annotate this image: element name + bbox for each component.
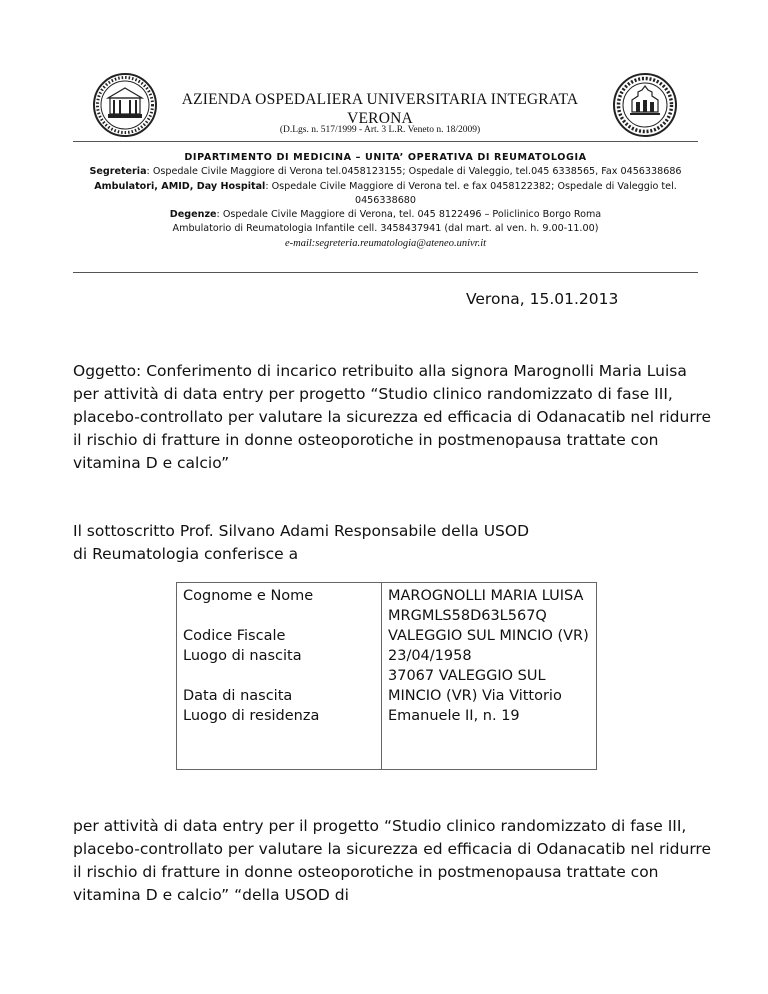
person-info-table bbox=[176, 582, 597, 770]
header-divider-bottom bbox=[73, 272, 698, 273]
segreteria-line bbox=[73, 165, 698, 179]
infantile-line: Ambulatorio di Reumatologia Infantile cell. 3458437941 (dal mart. al ven. h. 9.00-11.00) bbox=[172, 223, 599, 235]
undersigned-paragraph: Il sottoscritto Prof. Silvano Adami Responsabile della USOD di Reumatologia conferisce a bbox=[73, 522, 530, 563]
hospital-title bbox=[160, 90, 600, 128]
label-luogo-nascita: Luogo di nascita bbox=[183, 648, 302, 664]
activity-paragraph: per attività di data entry per il progetto “Studio clinico randomizzato di fase III, placebo-controllato per valutare la sicurezza ed efficacia di Odanacatib nel ridurre il rischio di fratture in donne osteoporotiche in postmenopausa trattate con vitamina D e calcio” “della USOD di bbox=[73, 817, 711, 904]
label-luogo-residenza: Luogo di residenza bbox=[183, 708, 320, 724]
degenze-text: : Ospedale Civile Maggiore di Verona, tel. 045 8122496 – Policlinico Borgo Roma bbox=[216, 209, 602, 221]
ambulatori-text: : Ospedale Civile Maggiore di Verona tel. e fax 0458122382; Ospedale di Valeggio tel. bbox=[265, 180, 677, 192]
department-title: DIPARTIMENTO DI MEDICINA – UNITA’ OPERATIVA DI REUMATOLOGIA bbox=[184, 152, 587, 163]
label-cognome-nome: Cognome e Nome bbox=[183, 588, 314, 604]
date-line: Verona, 15.01.2013 bbox=[466, 290, 619, 308]
hospital-title-line1: AZIENDA OSPEDALIERA UNIVERSITARIA INTEGRATA bbox=[181, 91, 579, 108]
university-seal-right-icon bbox=[612, 72, 678, 138]
degenze-line bbox=[73, 208, 698, 222]
subject-paragraph: Oggetto: Conferimento di incarico retribuito alla signora Marognolli Maria Luisa per attività di data entry per progetto “Studio clinico randomizzato di fase III, placebo-controllato per valutare la sicurezza ed efficacia di Odanacatib nel ridurre il rischio di fratture in donne osteoporotiche in postmenopausa trattate con vitamina D e calcio” bbox=[73, 362, 711, 472]
segreteria-label: Segreteria bbox=[89, 166, 147, 178]
table-row bbox=[177, 583, 597, 770]
ambulatori-label: Ambulatori, AMID, Day Hospital bbox=[94, 180, 266, 192]
university-seal-left-icon bbox=[92, 72, 158, 138]
value-cognome-nome: MAROGNOLLI MARIA LUISA bbox=[388, 588, 584, 604]
values-cell bbox=[382, 583, 597, 770]
value-data-nascita: 23/04/1958 bbox=[388, 648, 472, 664]
label-codice-fiscale: Codice Fiscale bbox=[183, 628, 286, 644]
degenze-label: Degenze bbox=[169, 209, 217, 221]
value-codice-fiscale: MRGMLS58D63L567Q bbox=[388, 608, 547, 624]
hospital-title-line2: VERONA bbox=[347, 110, 413, 127]
ambulatori-line bbox=[73, 180, 698, 194]
ambulatori-line2: 0456338680 bbox=[354, 194, 417, 206]
email-address: e-mail:segreteria.reumatologia@ateneo.univr.it bbox=[284, 237, 487, 249]
value-luogo-nascita: VALEGGIO SUL MINCIO (VR) bbox=[388, 628, 589, 644]
labels-cell bbox=[177, 583, 382, 770]
label-data-nascita: Data di nascita bbox=[183, 688, 293, 704]
department-block bbox=[73, 151, 698, 251]
segreteria-text: : Ospedale Civile Maggiore di Verona tel.0458123155; Ospedale di Valeggio, tel.045 6338565, Fax 0456338686 bbox=[146, 166, 682, 178]
value-luogo-residenza: 37067 VALEGGIO SUL MINCIO (VR) Via Vittorio Emanuele II, n. 19 bbox=[388, 668, 562, 724]
law-reference: (D.Lgs. n. 517/1999 - Art. 3 L.R. Veneto n. 18/2009) bbox=[279, 125, 481, 135]
header-divider-top bbox=[73, 141, 698, 142]
